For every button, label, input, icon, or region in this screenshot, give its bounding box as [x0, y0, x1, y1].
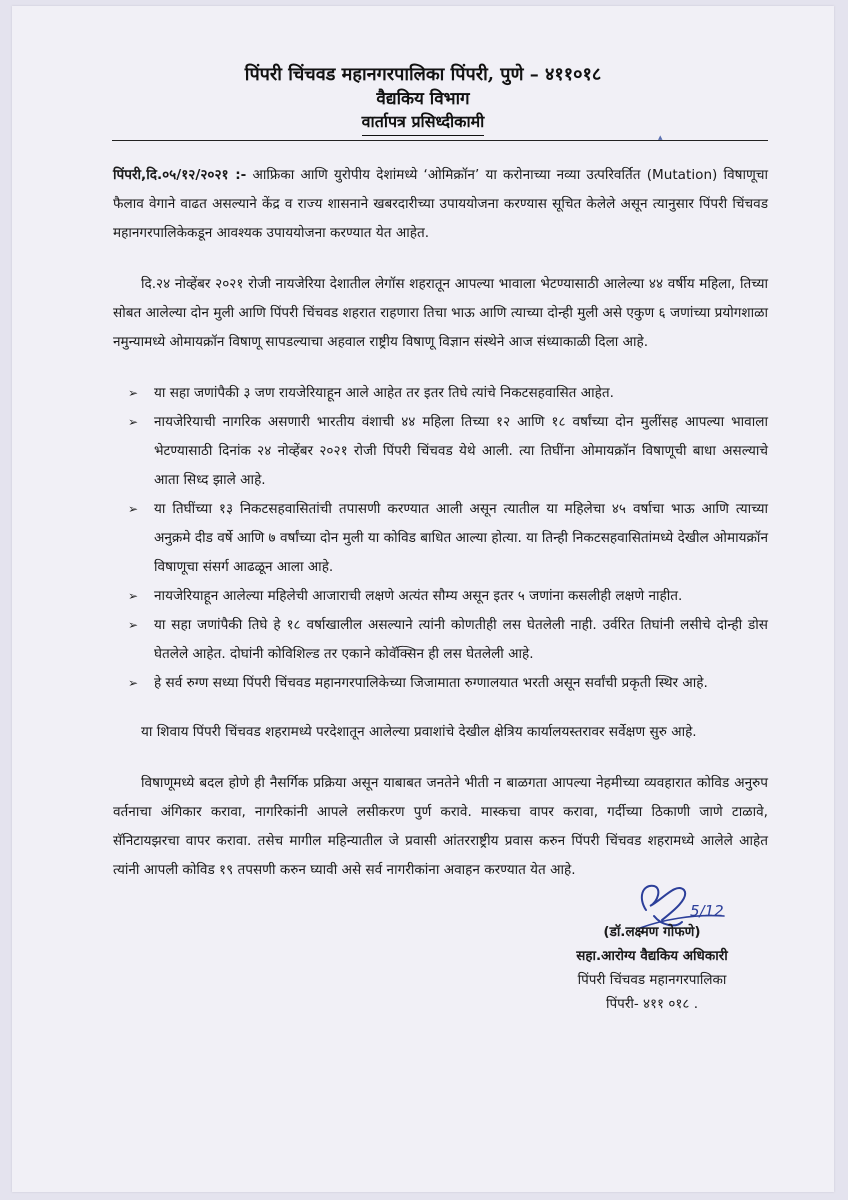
list-item-text: नायजेरियाची नागरिक असणारी भारतीय वंशाची ४४ महिला तिच्या १२ आणि १८ वर्षांच्या दोन मुलींसह आपल्या भावाला भेटण्यासाठी दिनांक २४ नोव्हेंबर २०२१ रोजी पिंपरी चिंचवड येथे आली. त्या तिघींना ओमायक्रॉन विषाणूची बाधा असल्याचे आता सिध्द झाले आहे.	[154, 414, 768, 488]
list-item	[113, 379, 768, 408]
arrow-bullet-icon: ➢	[128, 618, 139, 632]
intro-text: आफ्रिका आणि युरोपीय देशांमध्ये ‘ओमिक्रॉन’ या करोनाच्या नव्या उत्परिवर्तित (Mutation) विषाणूचा फैलाव वेगाने वाढत असल्याने केंद्र व राज्य शासनाने खबरदारीच्या उपाययोजना करण्यास सूचित केलेले असून त्यानुसार पिंपरी चिंचवड महानगरपालिकेकडून आवश्यक उपाययोजना करण्यात येत आहेत.	[113, 167, 768, 241]
arrow-bullet-icon: ➢	[128, 386, 139, 400]
document-page	[12, 6, 834, 1192]
ink-mark-icon: ▴	[658, 133, 663, 143]
letterhead-title: पिंपरी चिंचवड महानगरपालिका पिंपरी, पुणे – ४११०१८	[244, 64, 602, 85]
dateline: पिंपरी,दि.०५/१२/२०२१ :-	[113, 167, 247, 183]
intro-paragraph	[113, 161, 768, 248]
signatory-designation: सहा.आरोग्य वैद्यकिय अधिकारी	[576, 948, 728, 964]
header-divider	[112, 140, 768, 141]
survey-paragraph: या शिवाय पिंपरी चिंचवड शहरामध्ये परदेशातून आलेल्या प्रवाशांचे देखील क्षेत्रिय कार्यालयस्तरावर सर्वेक्षण सुरु आहे.	[141, 724, 697, 740]
letterhead	[12, 64, 834, 136]
press-release-heading: वार्तापत्र प्रसिध्दीकामी	[362, 111, 485, 136]
list-item-text: नायजेरियाहून आलेल्या महिलेची आजाराची लक्षणे अत्यंत सौम्य असून इतर ५ जणांना कसलीही लक्षणे नाहीत.	[154, 588, 683, 604]
document-body	[113, 161, 768, 907]
arrow-bullet-icon: ➢	[128, 676, 139, 690]
appeal-paragraph: विषाणूमध्ये बदल होणे ही नैसर्गिक प्रक्रिया असून याबाबत जनतेने भीती न बाळगता आपल्या नेहमीच्या व्यवहारात कोविड अनुरुप वर्तनाचा अंगिकार करावा, नागरिकांनी आपले लसीकरण पुर्ण करावे. मास्कचा वापर करावा, गर्दीच्या ठिकाणी जाणे टाळावे, सॅनिटायझरचा वापर करावा. तसेच मागील महिन्यातील जे प्रवासी आंतरराष्ट्रीय प्रवास करुन पिंपरी चिंचवड शहरामध्ये आलेले आहेत त्यांनी आपली कोविड १९ तपसणी करुन घ्यावी असे सर्व नागरीकांना अवाहन करण्यात येत आहे.	[113, 775, 768, 878]
case-paragraph: दि.२४ नोव्हेंबर २०२१ रोजी नायजेरिया देशातील लेगॉस शहरातून आपल्या भावाला भेटण्यासाठी आलेल्या ४४ वर्षीय महिला, तिच्या सोबत आलेल्या दोन मुली आणि पिंपरी चिंचवड शहरात राहणारा तिचा भाऊ आणि त्याच्या दोन्ही मुली असे एकुण ६ जणांच्या प्रयोगशाळा नमुन्यामध्ये ओमायक्रॉन विषाणू सापडल्याचा अहवाल राष्ट्रीय विषाणू विज्ञान संस्थेने आज संध्याकाळी दिला आहे.	[113, 276, 768, 350]
list-item	[113, 408, 768, 495]
signature-block	[532, 920, 772, 1016]
arrow-bullet-icon: ➢	[128, 502, 139, 516]
list-item-text: या सहा जणांपैकी तिघे हे १८ वर्षाखालील असल्याने त्यांनी कोणतीही लस घेतलेली नाही. उर्वरित तिघांनी लसीचे दोन्ही डोस घेतलेले आहेत. दोघांनी कोविशिल्ड तर एकाने कोवॅक्सिन ही लस घेतलेली आहे.	[154, 617, 768, 662]
list-item-text: हे सर्व रुग्ण सध्या पिंपरी चिंचवड महानगरपालिकेच्या जिजामाता रुग्णालयात भरती असून सर्वांची प्रकृती स्थिर आहे.	[154, 675, 708, 691]
signatory-organization: पिंपरी चिंचवड महानगरपालिका	[577, 972, 727, 988]
list-item	[113, 611, 768, 669]
list-item-text: या तिघींच्या १३ निकटसहवासितांची तपासणी करण्यात आली असून त्यातील या महिलेचा ४५ वर्षाचा भाऊ आणि त्याच्या अनुक्रमे दीड वर्षे आणि ७ वर्षांच्या दोन मुली या कोविड बाधित आल्या होत्या. या तिन्ही निकटसहवासितांमध्ये देखील ओमायक्रॉन विषाणूचा संसर्ग आढळून आला आहे.	[154, 501, 768, 575]
arrow-bullet-icon: ➢	[128, 415, 139, 429]
arrow-bullet-icon: ➢	[128, 589, 139, 603]
case-details-list	[113, 379, 768, 698]
list-item-text: या सहा जणांपैकी ३ जण रायजेरियाहून आले आहेत तर इतर तिघे त्यांचे निकटसहवासित आहेत.	[154, 385, 614, 401]
signature-date: 5/12	[690, 902, 724, 920]
list-item	[113, 582, 768, 611]
signatory-name: (डॉ.लक्ष्मण गोफणे)	[603, 924, 701, 940]
list-item	[113, 669, 768, 698]
list-item	[113, 495, 768, 582]
signatory-city: पिंपरी- ४११ ०१८ .	[605, 996, 698, 1012]
department-title: वैद्यकिय विभाग	[376, 89, 470, 109]
